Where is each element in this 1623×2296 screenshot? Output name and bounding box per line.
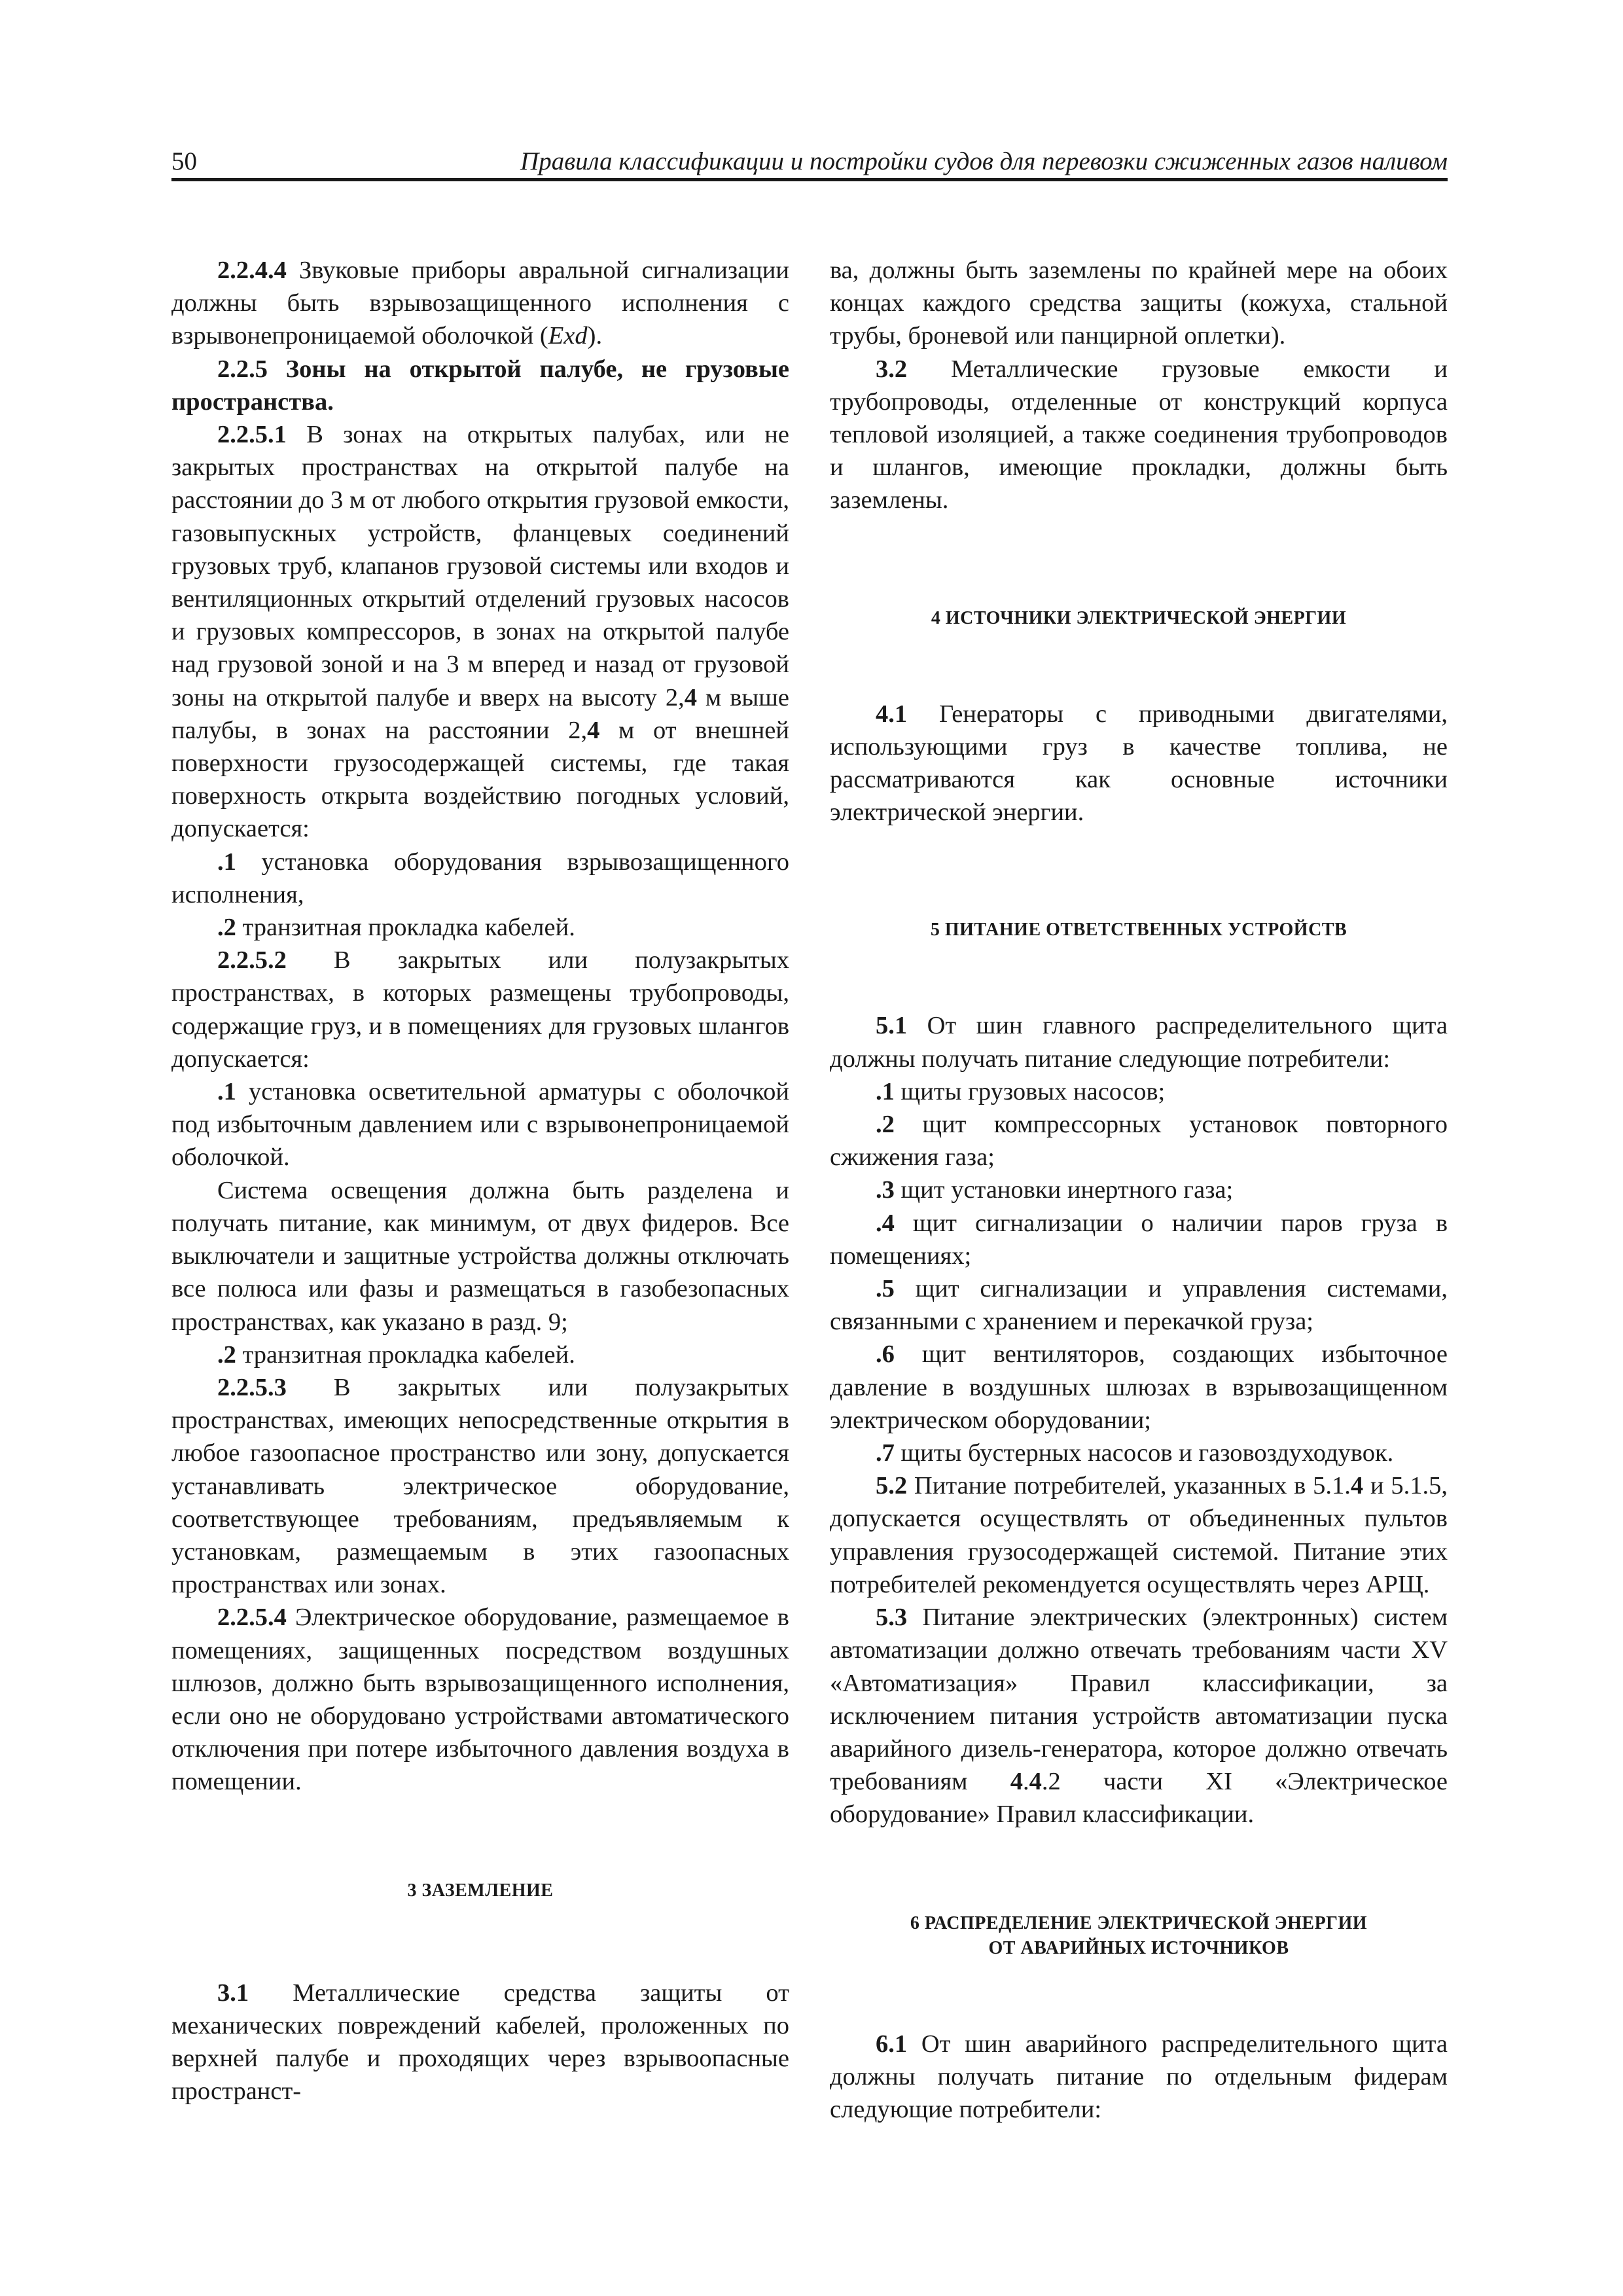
clause-number: 3.2	[876, 355, 908, 383]
clause-number: 5.3	[876, 1604, 908, 1632]
paragraph-2-2-5-3: 2.2.5.3 В закрытых или полузакрытых пространствах, имеющих непосредственные открытия в любое газоопасное пространство или зону, допускается устанавливать электрическое оборудование, соответствующее требованиям, предъявляемым к установкам, размещаемым в этих газоопасных пространствах или зонах.	[171, 1373, 789, 1599]
paragraph-5-1: 5.1 От шин главного распределительного щита должны получать питание следующие потребители:	[830, 1012, 1448, 1073]
list-item: .1 установка осветительной арматуры с оболочкой под избыточным давлением или с взрывонепроницаемой оболочкой.	[171, 1078, 789, 1172]
clause-number: 3.1	[217, 1979, 249, 2007]
clause-number: 2.2.4.4	[217, 257, 287, 284]
paragraph-2-2-5-2: 2.2.5.2 В закрытых или полузакрытых пространствах, в которых размещены трубопроводы, содержащие груз, и в помещениях для грузовых шлангов допускается:	[171, 946, 789, 1073]
left-column	[171, 254, 789, 2108]
list-item: .1 установка оборудования взрывозащищенного исполнения,	[171, 848, 789, 908]
clause-number: 2.2.5.2	[217, 946, 287, 975]
list-item: .6 щит вентиляторов, создающих избыточное давление в воздушных шлюзах в взрывозащищенном электрическом оборудовании;	[830, 1340, 1448, 1434]
clause-number: 6.1	[876, 2030, 908, 2058]
list-item: .1 щиты грузовых насосов;	[876, 1077, 1166, 1105]
exd-marking: Exd	[548, 322, 588, 350]
list-item: .4 щит сигнализации о наличии паров груза в помещениях;	[830, 1209, 1448, 1270]
clause-number: 2.2.5.1	[217, 421, 287, 449]
clause-number: 4.1	[876, 700, 908, 728]
paragraph-continuation: ва, должны быть заземлены по крайней мере на обоих концах каждого средства защиты (кожуха, стальной трубы, броневой или панцирной оплетки).	[830, 257, 1448, 350]
clause-number: 5.1	[876, 1012, 908, 1040]
section-heading-4: 4 ИСТОЧНИКИ ЭЛЕКТРИЧЕСКОЙ ЭНЕРГИИ	[931, 607, 1347, 628]
list-item: .5 щит сигнализации и управления системами, связанными с хранением и перекачкой груза;	[830, 1275, 1448, 1336]
paragraph-5-2: 5.2 Питание потребителей, указанных в 5.1.4 и 5.1.5, допускается осуществлять от объединенных пультов управления грузосодержащей системой. Питание этих потребителей рекомендуется осуществлять через АРЩ.	[830, 1472, 1448, 1598]
page-number: 50	[171, 147, 197, 175]
paragraph-2-2-5-1: 2.2.5.1 В зонах на открытых палубах, или не закрытых пространствах на открытой палубе на расстоянии до 3 м от любого открытия грузовой емкости, газовыпускных устройств, фланцевых соединений грузовых труб, клапанов грузовой системы или входов и вентиляционных открытий отделений грузовых насосов и грузовых компрессоров, в зонах на открытой палубе над грузовой зоной и на 3 м вперед и назад от грузовой зоны на открытой палубе и вверх на высоту 2,4 м выше палубы, в зонах на расстоянии 2,4 м от внешней поверхности грузосодержащей системы, где такая поверхность открыта воздействию погодных условий, допускается:	[171, 421, 789, 843]
section-heading-5: 5 ПИТАНИЕ ОТВЕТСТВЕННЫХ УСТРОЙСТВ	[930, 920, 1347, 941]
list-item: .3 щит установки инертного газа;	[876, 1176, 1234, 1204]
list-item: .2 щит компрессорных установок повторного сжижения газа;	[830, 1111, 1448, 1172]
list-item: .2 транзитная прокладка кабелей.	[217, 914, 575, 942]
page-header	[171, 143, 1448, 179]
paragraph-5-3: 5.3 Питание электрических (электронных) систем автоматизации должно отвечать требованиям части XV «Автоматизация» Правил классификации, за исключением питания устройств автоматизации пуска аварийного дизель-генератора, которое должно отвечать требованиям 4.4.2 части XI «Электрическое оборудование» Правил классификации.	[830, 1604, 1448, 1829]
clause-number: 5.2	[876, 1472, 908, 1500]
section-heading-3: 3 ЗАЗЕМЛЕНИЕ	[407, 1880, 554, 1901]
paragraph-2-2-5-4: 2.2.5.4 Электрическое оборудование, размещаемое в помещениях, защищенных посредством воздушных шлюзов, должно быть взрывозащищенного исполнения, если оно не оборудовано устройствами автоматического отключения при потере избыточного давления воздуха в помещении.	[171, 1604, 789, 1796]
section-heading-6: 6 РАСПРЕДЕЛЕНИЕ ЭЛЕКТРИЧЕСКОЙ ЭНЕРГИИ ОТ АВАРИЙНЫХ ИСТОЧНИКОВ	[910, 1912, 1368, 1958]
paragraph-3-2: 3.2 Металлические грузовые емкости и трубопроводы, отделенные от конструкций корпуса тепловой изоляцией, а также соединения трубопроводов и шлангов, имеющие прокладки, должны быть заземлены.	[830, 355, 1448, 514]
running-title: Правила классификации и постройки судов для перевозки сжиженных газов наливом	[520, 147, 1448, 175]
clause-number: 2.2.5.3	[217, 1373, 287, 1401]
paragraph: Система освещения должна быть разделена и получать питание, как минимум, от двух фидеров. Все выключатели и защитные устройства должны отключать все полюса или фазы и размещаться в газобезопасных пространствах, как указано в разд. 9;	[171, 1176, 789, 1336]
header-rule	[171, 178, 1448, 181]
paragraph-6-1: 6.1 От шин аварийного распределительного щита должны получать питание по отдельным фидерам следующие потребители:	[830, 2030, 1448, 2123]
right-column	[830, 254, 1448, 2126]
paragraph-text: Звуковые приборы авральной сигнализации должны быть взрывозащищенного исполнения с взрывонепроницаемой оболочкой (	[171, 257, 789, 350]
list-item: .2 транзитная прокладка кабелей.	[217, 1340, 575, 1369]
clause-number: 2.2.5.4	[217, 1604, 287, 1632]
list-item: .7 щиты бустерных насосов и газовоздуходувок.	[876, 1439, 1394, 1467]
section-title-2-2-5: 2.2.5 Зоны на открытой палубе, не грузовые пространства.	[171, 355, 789, 416]
paragraph-3-1: 3.1 Металлические средства защиты от механических повреждений кабелей, проложенных по верхней палубе и проходящих через взрывоопасные пространст-	[171, 1979, 789, 2106]
paragraph-2-2-4-4: 2.2.4.4 Звуковые приборы авральной сигнализации должны быть взрывозащищенного исполнения с взрывонепроницаемой оболочкой (Exd).	[171, 257, 789, 350]
paragraph-4-1: 4.1 Генераторы с приводными двигателями, использующими груз в качестве топлива, не рассматриваются как основные источники электрической энергии.	[830, 700, 1448, 827]
